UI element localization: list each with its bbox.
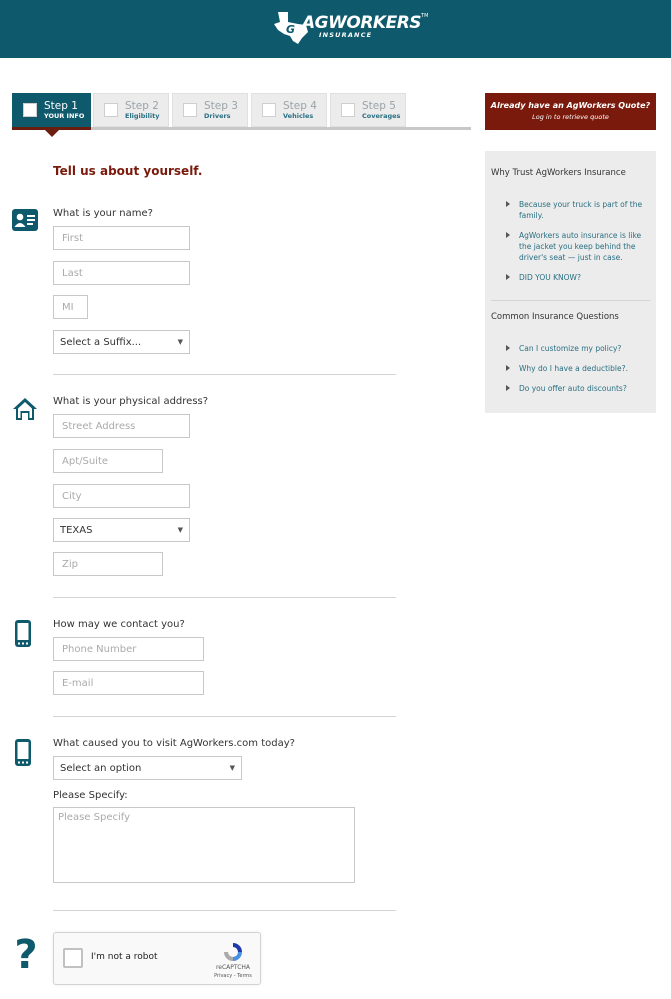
visit-reason-select[interactable] [53,756,242,780]
question-item[interactable] [493,343,649,354]
agworkers-logo[interactable] [272,10,429,46]
trust-item-text: AgWorkers auto insurance is like the jacket you keep behind the driver's seat — just in case. [519,231,642,262]
step-2-tab[interactable] [93,93,169,127]
trust-item-text: DID YOU KNOW? [519,273,581,282]
mobile-phone-icon [15,620,31,647]
progress-steps [12,93,471,130]
questions-list [493,343,649,403]
trust-item[interactable] [493,272,649,283]
chevron-down-icon: ▼ [177,526,183,534]
state-select[interactable] [53,518,190,542]
recaptcha-logo-icon [221,941,245,963]
retrieve-quote-title: Already have an AgWorkers Quote? [490,101,651,110]
recaptcha-privacy-terms-links[interactable]: Privacy - Terms [214,973,252,979]
last-name-input[interactable] [53,261,190,285]
chevron-down-icon: ▼ [229,764,235,772]
middle-initial-input[interactable] [53,295,88,319]
address-question: What is your physical address? [53,396,209,407]
step-4-checkbox [262,103,276,117]
caret-right-icon [506,385,510,391]
questions-heading: Common Insurance Questions [491,312,619,322]
caret-right-icon [506,365,510,371]
step-1-sublabel: YOUR INFO [44,111,85,120]
sidebar-panel [485,151,656,413]
apt-suite-input[interactable] [53,449,163,473]
form-title: Tell us about yourself. [53,164,203,178]
step-1-tab[interactable] [12,93,91,127]
site-header [0,0,671,58]
step-1-label: Step 1 [44,100,78,112]
logo-trademark: TM [421,13,429,19]
city-input[interactable] [53,484,190,508]
step-4-label: Step 4 [283,100,317,112]
please-specify-textarea[interactable] [53,807,355,883]
visit-reason-question: What caused you to visit AgWorkers.com today? [53,738,295,749]
contact-question: How may we contact you? [53,619,185,630]
svg-text:?: ? [14,934,38,974]
svg-text:G: G [286,23,296,36]
visit-reason-select-value: Select an option [60,762,142,774]
question-item[interactable] [493,383,649,394]
step-2-checkbox [104,103,118,117]
id-card-icon [12,209,38,231]
step-3-checkbox [183,103,197,117]
step-5-label: Step 5 [362,100,396,112]
question-item-text: Do you offer auto discounts? [519,384,627,393]
suffix-select[interactable] [53,330,190,354]
logo-main-text: AGWORKERS [302,13,422,33]
retrieve-quote-subtitle: Log in to retrieve quote [532,113,609,121]
recaptcha-brand: reCAPTCHA [215,964,251,971]
step-4-tab[interactable] [251,93,327,127]
step-2-sublabel: Eligibility [125,111,160,120]
sidebar-divider [491,300,650,301]
question-item[interactable] [493,363,649,374]
phone-number-input[interactable] [53,637,204,661]
active-step-pointer [45,130,59,137]
please-specify-label: Please Specify: [53,790,128,801]
step-3-label: Step 3 [204,100,238,112]
step-1-checkbox [23,103,37,117]
step-5-tab[interactable] [330,93,406,127]
logo-subtitle: INSURANCE [319,31,373,39]
recaptcha-label: I'm not a robot [91,952,158,962]
mobile-phone-icon [15,739,31,766]
logo-wordmark [302,13,428,33]
step-3-tab[interactable] [172,93,248,127]
step-3-sublabel: Drivers [204,111,231,120]
trust-heading: Why Trust AgWorkers Insurance [491,168,626,178]
name-question: What is your name? [53,208,153,219]
home-icon [12,397,38,421]
question-mark-icon [12,934,40,974]
question-item-text: Why do I have a deductible?. [519,364,628,373]
zip-input[interactable] [53,552,163,576]
caret-right-icon [506,201,510,207]
trust-item[interactable] [493,230,649,263]
suffix-select-value: Select a Suffix... [60,336,142,348]
retrieve-quote-button[interactable] [485,93,656,130]
step-5-checkbox [341,103,355,117]
trust-item[interactable] [493,199,649,221]
step-5-sublabel: Coverages [362,111,401,120]
chevron-down-icon: ▼ [177,338,183,346]
section-divider [53,716,396,717]
section-divider [53,597,396,598]
recaptcha-widget [53,932,261,985]
caret-right-icon [506,232,510,238]
question-item-text: Can I customize my policy? [519,344,622,353]
caret-right-icon [506,274,510,280]
step-2-label: Step 2 [125,100,159,112]
trust-item-text: Because your truck is part of the family. [519,200,643,220]
step-4-sublabel: Vehicles [283,111,314,120]
caret-right-icon [506,345,510,351]
first-name-input[interactable] [53,226,190,250]
email-input[interactable] [53,671,204,695]
street-address-input[interactable] [53,414,190,438]
section-divider [53,910,396,911]
section-divider [53,374,396,375]
recaptcha-checkbox[interactable] [63,948,83,968]
trust-list [493,199,649,292]
state-select-value: TEXAS [60,524,93,536]
